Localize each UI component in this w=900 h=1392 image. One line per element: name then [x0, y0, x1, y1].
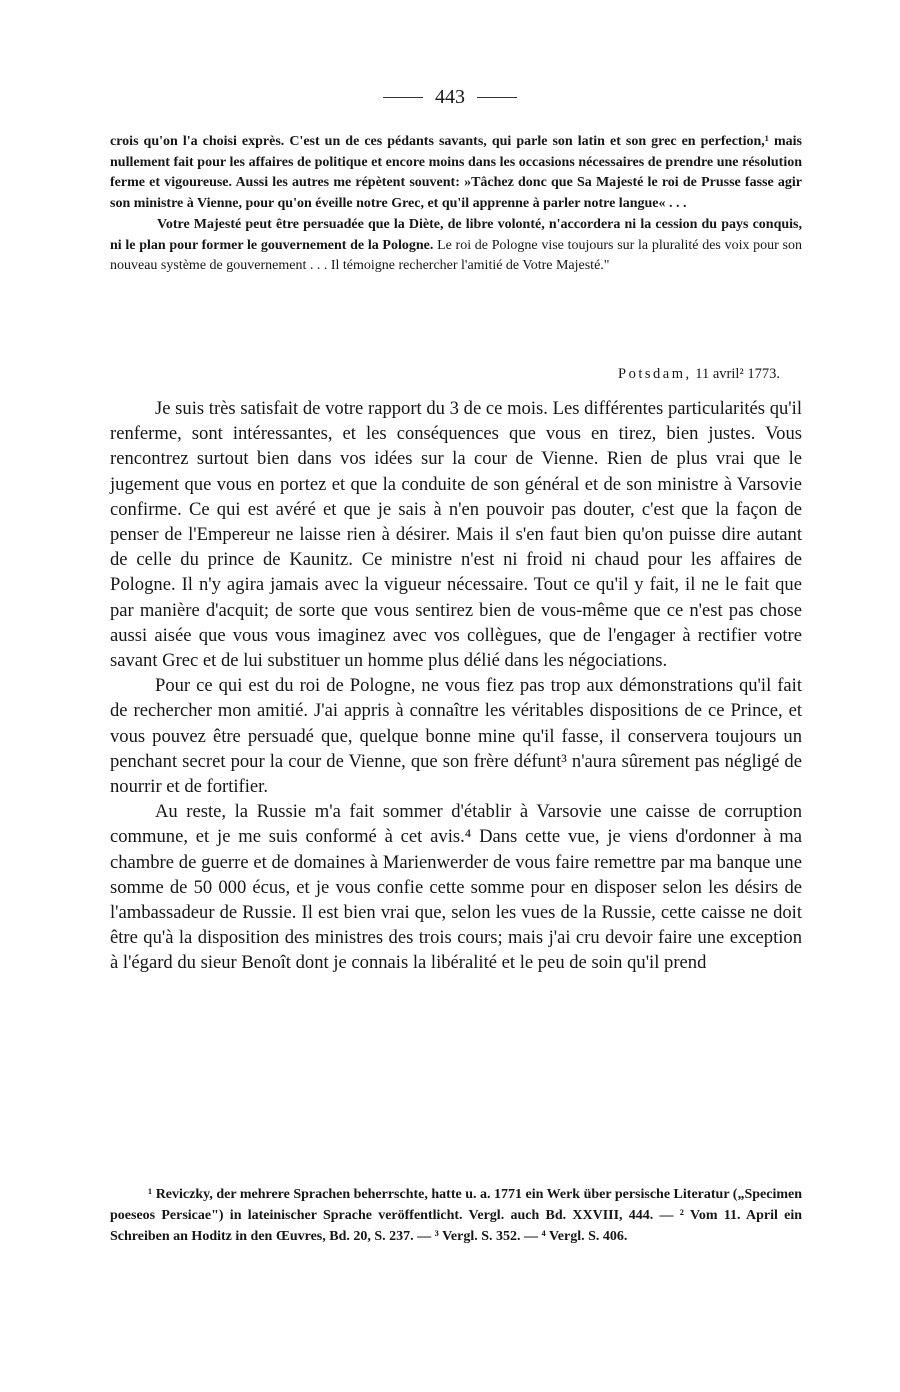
footnote-text: ¹ Reviczky, der mehrere Sprachen beherrschte, hatte u. a. 1771 ein Werk über persische Literatur („Specimen poeseos Persicae") in lateinischer Sprache veröffentlicht. Vergl. auch Bd. XXVIII, 444. — ² Vom 11. April ein Schreiben an Hoditz in den Œuvres, Bd. 20, S. 237. — ³ Vergl. S. 352. — ⁴ Vergl. S. 406.: [110, 1187, 802, 1244]
letter-dateline: [618, 366, 780, 383]
page-header: [0, 86, 900, 109]
letter-body: [110, 396, 802, 976]
footnotes: [110, 1184, 802, 1247]
quote-paragraph-2: [110, 215, 802, 277]
letter-paragraph-1: Je suis très satisfait de votre rapport du 3 de ce mois. Les différentes particularités qu'il renferme, sont intéressantes, et les conséquences que vous en tirez, bien justes. Vous rencontrez surtout bien dans vos idées sur la cour de Vienne. Rien de plus vrai que le jugement que vous en portez et que la conduite de son général et de son ministre à Varsovie confirme. Ce qui est avéré et que je sais à n'en pouvoir pas douter, c'est que la façon de penser de l'Empereur ne laisse rien à désirer. Mais il s'en faut bien qu'on puisse dire autant de celle du prince de Kaunitz. Ce ministre n'est ni froid ni chaud pour les affaires de Pologne. Il n'y agira jamais avec la vigueur nécessaire. Tout ce qu'il y fait, il ne le fait que par manière d'acquit; de sorte que vous sentirez bien de vous-même que ce n'est pas chose aussi aisée que vous vous imaginez avec vos collègues, que de l'engager à rectifier votre savant Grec et de lui substituer un homme plus délié dans les négociations.: [110, 398, 802, 672]
quoted-report: [110, 132, 802, 277]
dateline-place: Potsdam,: [618, 366, 692, 382]
page-number: 443: [435, 86, 465, 108]
quote-paragraph-2-bold: Votre Majesté peut être persuadée que la Diète, de libre volonté, n'accordera ni la cession du pays conquis, ni le plan pour former le gouvernement de la Pologne.: [110, 216, 802, 253]
letter-paragraph-3: Au reste, la Russie m'a fait sommer d'établir à Varsovie une caisse de corruption commune, et je me suis conformé à cet avis.⁴ Dans cette vue, je viens d'ordonner à ma chambre de guerre et de domaines à Marienwerder de vous faire remettre par ma banque une somme de 50 000 écus, et je vous confie cette somme pour en disposer selon les désirs de l'ambassadeur de Russie. Il est bien vrai que, selon les vues de la Russie, cette caisse ne doit être qu'à la disposition des ministres des trois cours; mais j'ai cru devoir faire une exception à l'égard du sieur Benoît dont je connais la libéralité et le peu de soin qu'il prend: [110, 801, 802, 974]
letter-paragraph-2: Pour ce qui est du roi de Pologne, ne vous fiez pas trop aux démonstrations qu'il fait de rechercher mon amitié. J'ai appris à connaître les véritables dispositions de ce Prince, et vous pouvez être persuadé que, quelque bonne mine qu'il fasse, il conservera toujours un penchant secret pour la cour de Vienne, que son frère défunt³ n'aura sûrement pas négligé de nourrir et de fortifier.: [110, 675, 802, 798]
header-rule-left: [383, 97, 423, 98]
quote-paragraph-1: crois qu'on l'a choisi exprès. C'est un de ces pédants savants, qui parle son latin et son grec en perfection,¹ mais nullement fait pour les affaires de politique et encore moins dans les occasions nécessaires de prendre une résolution ferme et vigoureuse. Aussi les autres me répètent souvent: »Tâchez donc que Sa Majesté le roi de Prusse fasse agir son ministre à Vienne, pour qu'on éveille notre Grec, et qu'il apprenne à parler notre langue« . . .: [110, 134, 802, 212]
dateline-date: 11 avril² 1773.: [695, 366, 780, 382]
quote-paragraph-2-rest: Le roi de Pologne vise toujours sur la pluralité des voix pour son nouveau système de gouvernement . . . Il témoigne rechercher l'amitié de Votre Majesté.": [110, 237, 802, 274]
header-rule-right: [477, 97, 517, 98]
